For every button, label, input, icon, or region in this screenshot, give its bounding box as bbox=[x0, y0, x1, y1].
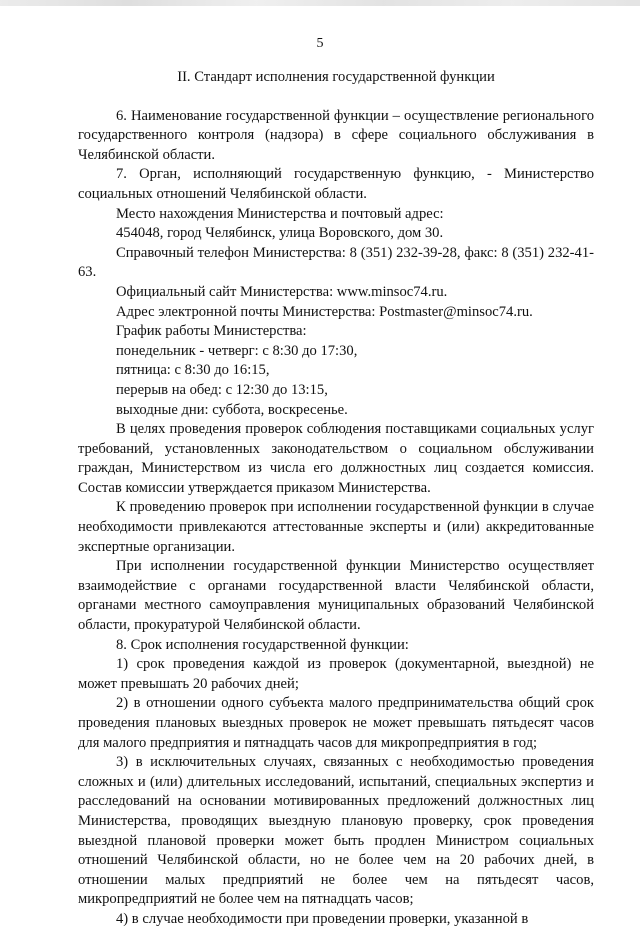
paragraph: Адрес электронной почты Министерства: Postmaster@minsoc74.ru. bbox=[116, 303, 533, 320]
paragraph: 7. Орган, исполняющий государственную функцию, - Министерство социальных отношений Челябинской области. bbox=[78, 166, 594, 202]
paragraph: пятница: с 8:30 до 16:15, bbox=[116, 362, 270, 379]
paragraph: 1) срок проведения каждой из проверок (документарной, выездной) не может превышать 20 рабочих дней; bbox=[78, 656, 594, 692]
paragraph: перерыв на обед: с 12:30 до 13:15, bbox=[116, 381, 328, 398]
paragraph: выходные дни: суббота, воскресенье. bbox=[116, 401, 348, 418]
paragraph: 8. Срок исполнения государственной функции: bbox=[116, 636, 409, 653]
paragraph: 6. Наименование государственной функции – осуществление регионального государственного контроля (надзора) в сфере социального обслуживания в Челябинской области. bbox=[78, 107, 594, 163]
document-body bbox=[78, 68, 594, 930]
paragraph: 2) в отношении одного субъекта малого предпринимательства общий срок проведения плановых выездных проверок не может превышать пятьдесят часов для малого предприятия и пятнадцать часов для микропредприятия в год; bbox=[78, 695, 594, 751]
paragraph: К проведению проверок при исполнении государственной функции в случае необходимости привлекаются аттестованные эксперты и (или) аккредитованные экспертные организации. bbox=[78, 499, 594, 555]
paragraph: Справочный телефон Министерства: 8 (351) 232-39-28, факс: 8 (351) 232-41-63. bbox=[78, 244, 594, 281]
paragraph: Официальный сайт Министерства: www.minsoc74.ru. bbox=[116, 283, 448, 300]
paragraph: В целях проведения проверок соблюдения поставщиками социальных услуг требований, установленных законодательством о социальном обслуживании граждан, Министерством из числа его должностных лиц создается комиссия. Состав комиссии утверждается приказом Министерства. bbox=[78, 421, 594, 496]
paragraph: 454048, город Челябинск, улица Воровского, дом 30. bbox=[116, 225, 444, 242]
paragraph: 3) в исключительных случаях, связанных с необходимостью проведения сложных и (или) длительных исследований, испытаний, специальных экспертиз и расследований на основании мотивированных предложений должностных лиц Министерства, проводящих выездную плановую проверку, срок проведения выездной плановой проверки может быть продлен Министром социальных отношений Челябинской области, но не более чем на 20 рабочих дней, в отношении малых предприятий не более чем на пятьдесят часов, микропредприятий не более чем на пятнадцать часов; bbox=[78, 754, 594, 908]
paragraph: 4) в случае необходимости при проведении проверки, указанной в bbox=[116, 910, 529, 927]
paragraph-list bbox=[78, 107, 594, 930]
page-number: 5 bbox=[316, 36, 324, 51]
scan-artifact bbox=[0, 0, 640, 6]
paragraph: При исполнении государственной функции Министерство осуществляет взаимодействие с органами государственной власти Челябинской области, органами местного самоуправления муниципальных образований Челябинской области, прокуратурой Челябинской области. bbox=[78, 558, 594, 634]
paragraph: понедельник - четверг: с 8:30 до 17:30, bbox=[116, 342, 358, 359]
paragraph: Место нахождения Министерства и почтовый адрес: bbox=[116, 205, 444, 222]
section-title: II. Стандарт исполнения государственной функции bbox=[177, 69, 495, 85]
paragraph: График работы Министерства: bbox=[116, 323, 307, 340]
